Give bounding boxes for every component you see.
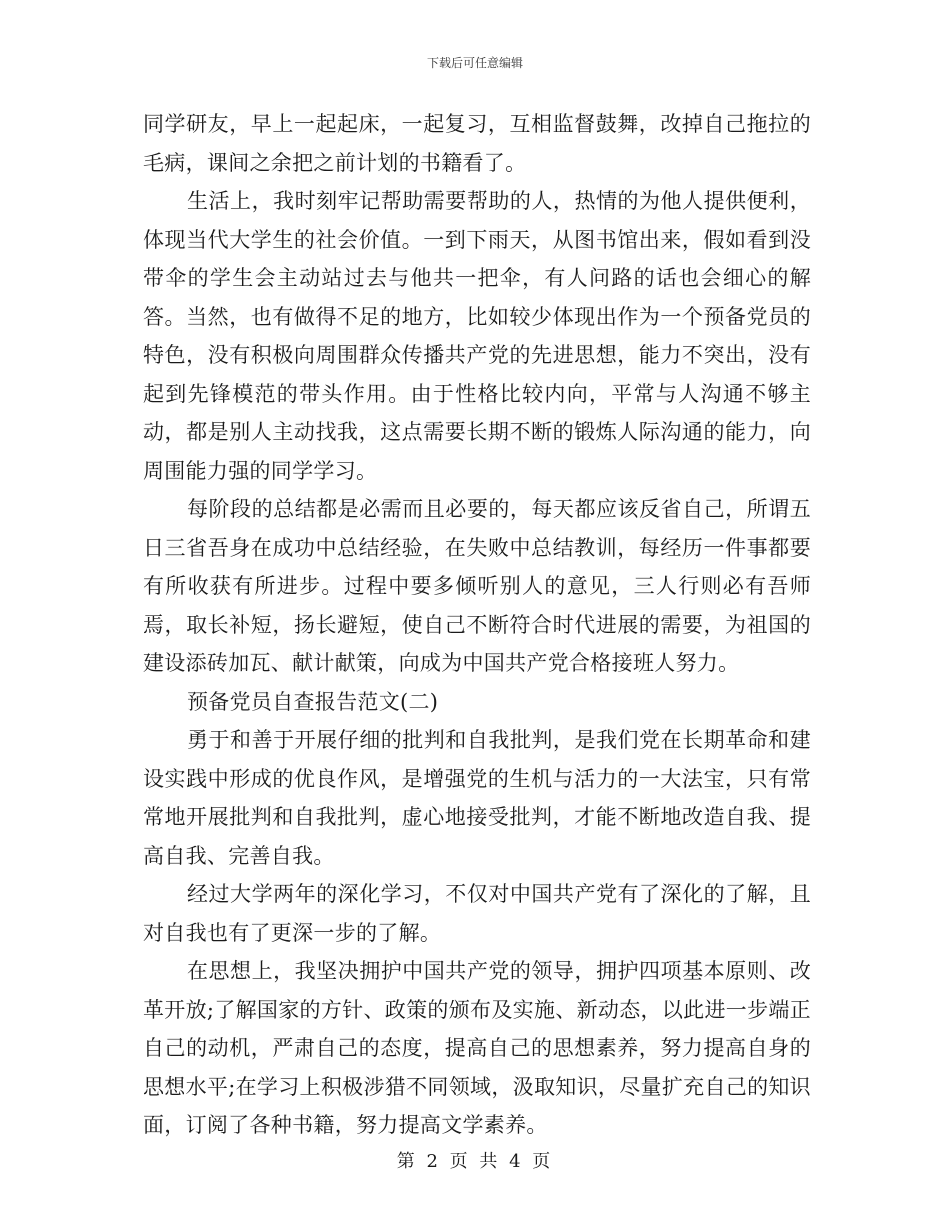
- page-number: 第 2 页 共 4 页: [396, 1151, 554, 1172]
- paragraph: 经过大学两年的深化学习，不仅对中国共产党有了深化的了解，且对自我也有了更深一步的了解。: [143, 882, 811, 945]
- paragraph: 在思想上，我坚决拥护中国共产党的领导，拥护四项基本原则、改革开放;了解国家的方针、政策的颁布及实施、新动态，以此进一步端正自己的动机，严肃自己的态度，提高自己的思想素养，努力提高自身的思想水平;在学习上积极涉猎不同领域，汲取知识，尽量扩充自己的知识面，订阅了各种书籍，努力提高文学素养。: [143, 959, 811, 1137]
- paragraph: 每阶段的总结都是必需而且必要的，每天都应该反省自己，所谓五日三省吾身在成功中总结经验，在失败中总结教训，每经历一件事都要有所收获有所进步。过程中要多倾听别人的意见，三人行则必有吾师焉，取长补短，扬长避短，使自己不断符合时代进展的需要，为祖国的建设添砖加瓦、献计献策，向成为中国共产党合格接班人努力。: [143, 497, 811, 675]
- section-title: 预备党员自查报告范文(二): [187, 689, 439, 714]
- paragraph: 同学研友，早上一起起床，一起复习，互相监督鼓舞，改掉自己拖拉的毛病，课间之余把之前计划的书籍看了。: [143, 112, 811, 175]
- page-header: 下载后可任意编辑: [426, 56, 523, 70]
- paragraph: 生活上，我时刻牢记帮助需要帮助的人，热情的为他人提供便利，体现当代大学生的社会价值。一到下雨天，从图书馆出来，假如看到没带伞的学生会主动站过去与他共一把伞，有人问路的话也会细心的解答。当然，也有做得不足的地方，比如较少体现出作为一个预备党员的特色，没有积极向周围群众传播共产党的先进思想，能力不突出，没有起到先锋模范的带头作用。由于性格比较内向，平常与人沟通不够主动，都是别人主动找我，这点需要长期不断的锻炼人际沟通的能力，向周围能力强的同学学习。: [143, 189, 811, 483]
- document-body: [143, 105, 811, 1145]
- paragraph: 勇于和善于开展仔细的批判和自我批判，是我们党在长期革命和建设实践中形成的优良作风，是增强党的生机与活力的一大法宝，只有常常地开展批判和自我批判，虚心地接受批判，才能不断地改造自我、提高自我、完善自我。: [143, 728, 811, 868]
